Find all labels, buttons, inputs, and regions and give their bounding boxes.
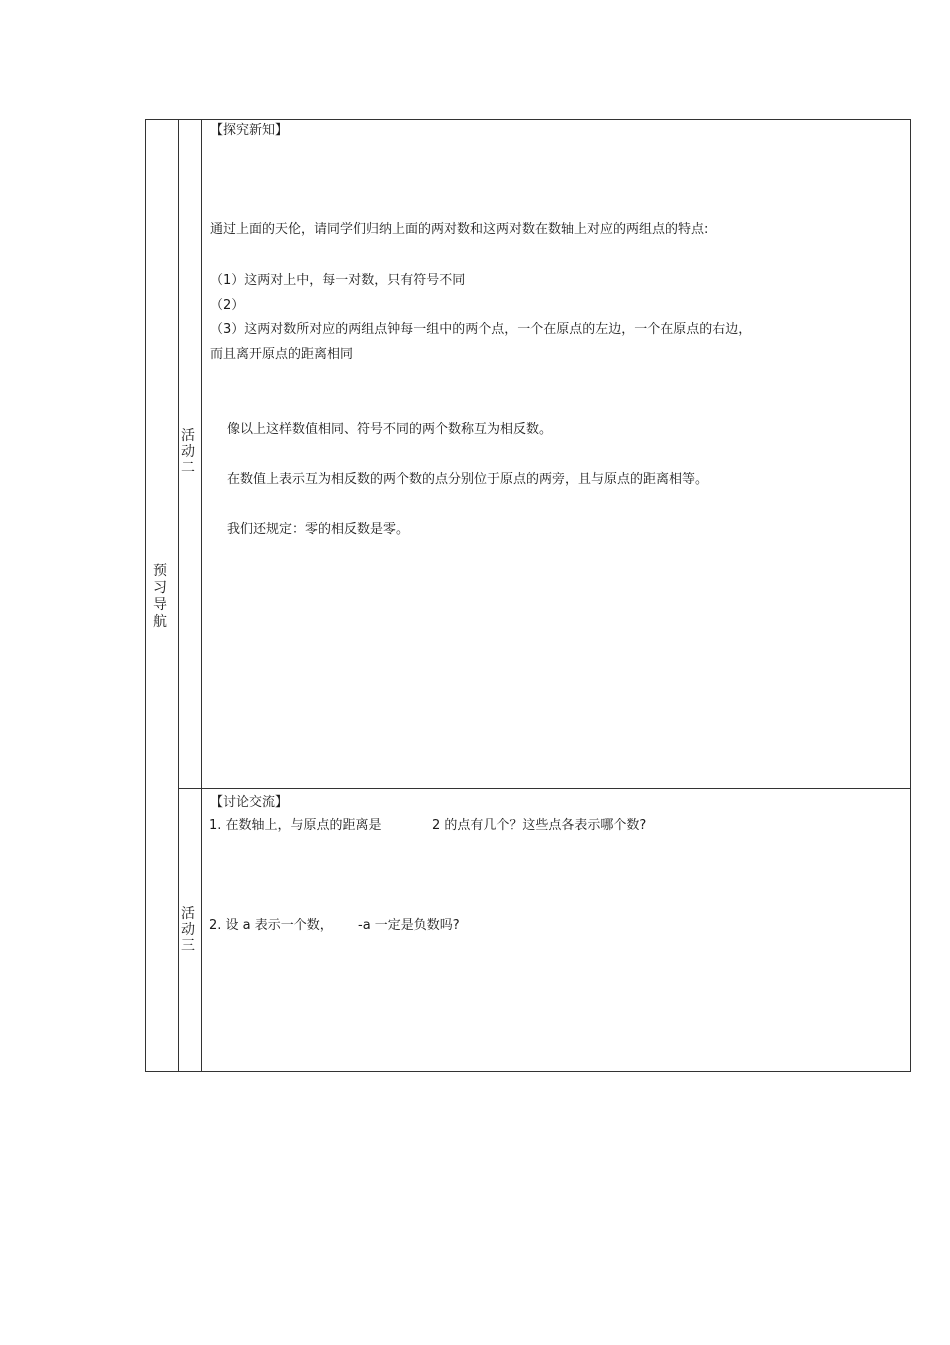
question-two-part-two: -a 一定是负数吗? [358,918,460,933]
point-three-line-one: （3）这两对数所对应的两组点钟每一组中的两个点，一个在原点的左边，一个在原点的右边， [210,322,752,337]
question-one-part-two: 2 的点有几个？这些点各表示哪个数? [432,818,647,833]
definition-zero: 我们还规定：零的相反数是零。 [227,522,410,537]
column-divider-1 [178,119,179,1072]
point-three-line-two: 而且离开原点的距离相同 [210,347,354,362]
explore-heading: 【探究新知】 [210,123,289,138]
section-label-preview-guide: 预习导航 [153,563,167,630]
question-two-part-one: 2. 设 a 表示一个数， [209,918,333,933]
discussion-heading: 【讨论交流】 [210,795,289,810]
point-one: （1）这两对上中，每一对数，只有符号不同 [210,273,466,288]
intro-paragraph: 通过上面的天伦，请同学们归纳上面的两对数和这两对数在数轴上对应的两组点的特点: [210,222,709,237]
column-divider-2 [201,119,202,1072]
definition-number-line: 在数值上表示互为相反数的两个数的点分别位于原点的两旁，且与原点的距离相等。 [227,472,709,487]
definition-opposite-numbers: 像以上这样数值相同、符号不同的两个数称互为相反数。 [227,422,553,437]
row-divider [178,788,911,789]
activity-three-label: 活动三 [181,906,195,954]
question-one-part-one: 1. 在数轴上，与原点的距离是 [209,818,382,833]
point-two: （2） [210,298,245,313]
activity-two-label: 活动二 [181,428,195,476]
